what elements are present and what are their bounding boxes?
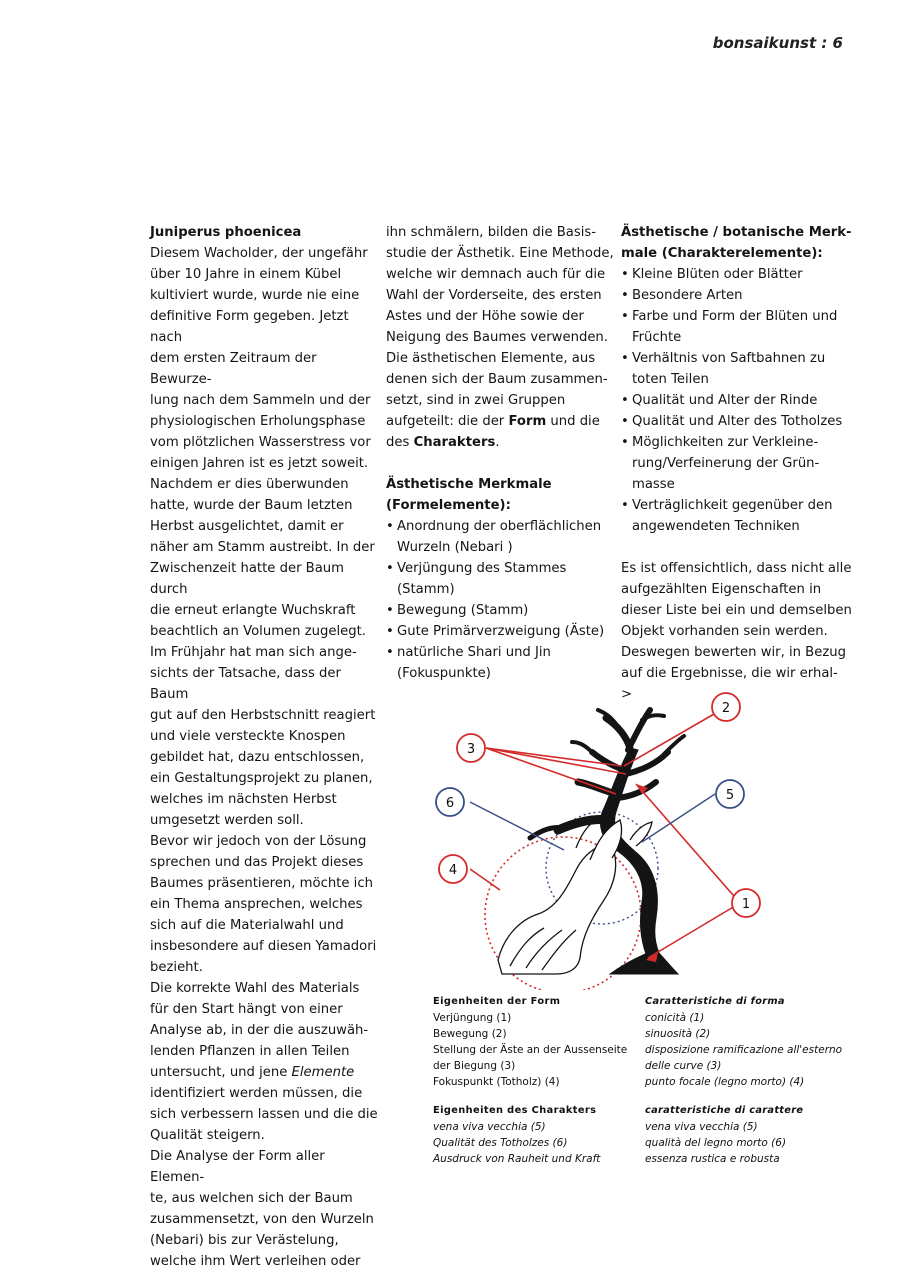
text-line: dem ersten Zeitraum der Bewurze- xyxy=(150,351,317,387)
callout-label: 6 xyxy=(445,796,455,811)
text-line: der Biegung (3) xyxy=(433,1060,516,1072)
caption-items xyxy=(433,1119,633,1167)
bullet-text: • Verträglichkeit gegenüber den xyxy=(632,498,833,513)
text-column-1 xyxy=(150,222,382,1272)
text-line: Ausdruck von Rauheit und Kraft xyxy=(433,1153,601,1165)
text-line: Deswegen bewerten wir, in Bezug xyxy=(621,645,846,660)
text-line: vom plötzlichen Wasserstress vor xyxy=(150,435,371,450)
callout-label: 1 xyxy=(741,897,751,912)
bullet-item xyxy=(386,642,618,684)
caption-form-it xyxy=(645,994,845,1090)
text-line: sich auf die Materialwahl und xyxy=(150,918,344,933)
text-line: Qualität steigern. xyxy=(150,1128,265,1143)
text-fragment: . xyxy=(495,435,500,450)
text-line: Die ästhetischen Elemente, aus xyxy=(386,351,596,366)
bullet-text: • Anordnung der oberflächlichen xyxy=(397,519,602,534)
bullet-item xyxy=(386,558,618,600)
bullet-text: • Gute Primärverzweigung (Äste) xyxy=(397,624,605,639)
text-line: Baumes präsentieren, möchte ich xyxy=(150,876,373,891)
text-line: vena viva vecchia (5) xyxy=(645,1121,758,1133)
text-line: bezieht. xyxy=(150,960,203,975)
text-column-2 xyxy=(386,222,618,684)
bullet-text: • Besondere Arten xyxy=(632,288,743,303)
callout-6 xyxy=(436,788,464,816)
col1-body-cont xyxy=(150,1083,382,1272)
bullet-item xyxy=(621,285,853,306)
callout-2 xyxy=(712,693,740,721)
caption-character-it xyxy=(645,1103,845,1167)
caption-form-de xyxy=(433,994,633,1090)
text-line: sprechen und das Projekt dieses xyxy=(150,855,364,870)
bullet-text: • natürliche Shari und Jin xyxy=(397,645,551,660)
text-line: sinuosità (2) xyxy=(645,1028,711,1040)
text-line: Astes und der Höhe sowie der xyxy=(386,309,584,324)
character-elements-list xyxy=(621,264,853,537)
text-line: für den Start hängt von einer xyxy=(150,1002,343,1017)
bullet-text: • Farbe und Form der Blüten und xyxy=(632,309,838,324)
caption-title: Caratteristiche di forma xyxy=(645,996,785,1007)
section-heading-line: Ästhetische / botanische Merk- xyxy=(621,225,852,240)
text-column-3 xyxy=(621,222,853,705)
text-line: Nachdem er dies überwunden xyxy=(150,477,349,492)
text-line: denen sich der Baum zusammen- xyxy=(386,372,608,387)
text-line: welche wir demnach auch für die xyxy=(386,267,606,282)
callout-4 xyxy=(439,855,467,883)
text-line: ein Thema ansprechen, welches xyxy=(150,897,363,912)
form-elements-list xyxy=(386,516,618,684)
bullet-item xyxy=(621,390,853,411)
bullet-text: toten Teilen xyxy=(632,372,709,387)
text-line: einigen Jahren ist es jetzt soweit. xyxy=(150,456,369,471)
bullet-item xyxy=(386,516,618,558)
bullet-text: Früchte xyxy=(632,330,682,345)
col3-paragraph xyxy=(621,558,853,705)
text-line: die erneut erlangte Wuchskraft xyxy=(150,603,356,618)
bullet-text: masse xyxy=(632,477,675,492)
col2-body xyxy=(386,222,618,411)
section-heading-line: male (Charakterelemente): xyxy=(621,246,823,261)
text-line: welche ihm Wert verleihen oder xyxy=(150,1254,361,1269)
text-line: identifiziert werden müssen, die xyxy=(150,1086,363,1101)
text-line: punto focale (legno morto) (4) xyxy=(645,1076,805,1088)
bullet-text: rung/Verfeinerung der Grün- xyxy=(632,456,820,471)
text-line: beachtlich an Volumen zugelegt. xyxy=(150,624,366,639)
emphasis-charakters: Charakters xyxy=(413,435,496,450)
text-line: physiologischen Erholungsphase xyxy=(150,414,366,429)
text-line: Die Analyse der Form aller Elemen- xyxy=(150,1149,325,1185)
text-line: studie der Ästhetik. Eine Methode, xyxy=(386,246,614,261)
bullet-text: • Möglichkeiten zur Verkleine- xyxy=(632,435,819,450)
caption-title: Eigenheiten der Form xyxy=(433,996,561,1007)
text-line: Im Frühjahr hat man sich ange- xyxy=(150,645,357,660)
text-line: Verjüngung (1) xyxy=(433,1012,512,1024)
bonsai-diagram xyxy=(380,690,840,990)
bullet-text: • Qualität und Alter der Rinde xyxy=(632,393,818,408)
text-line: setzt, sind in zwei Gruppen xyxy=(386,393,566,408)
text-line: delle curve (3) xyxy=(645,1060,722,1072)
bullet-item xyxy=(621,348,853,390)
text-line: ein Gestaltungsprojekt zu planen, xyxy=(150,771,373,786)
text-line: näher am Stamm austreibt. In der xyxy=(150,540,375,555)
text-line: Bewegung (2) xyxy=(433,1028,507,1040)
text-line: essenza rustica e robusta xyxy=(645,1153,780,1165)
section-heading-line: (Formelemente): xyxy=(386,498,511,513)
text-line: definitive Form gegeben. Jetzt nach xyxy=(150,309,349,345)
text-line xyxy=(386,411,618,432)
text-line: Neigung des Baumes verwenden. xyxy=(386,330,608,345)
text-line: kultiviert wurde, wurde nie eine xyxy=(150,288,360,303)
text-line: umgesetzt werden soll. xyxy=(150,813,304,828)
bullet-item xyxy=(621,432,853,495)
bullet-text: angewendeten Techniken xyxy=(632,519,800,534)
deadwood xyxy=(498,816,652,974)
text-line: welches im nächsten Herbst xyxy=(150,792,337,807)
bullet-text: (Stamm) xyxy=(397,582,455,597)
text-line: qualità del legno morto (6) xyxy=(645,1137,787,1149)
bullet-text: • Verjüngung des Stammes xyxy=(397,561,567,576)
caption-title: Eigenheiten des Charakters xyxy=(433,1105,597,1116)
text-line: ihn schmälern, bilden die Basis- xyxy=(386,225,597,240)
text-line: lenden Pflanzen in allen Teilen xyxy=(150,1044,350,1059)
bullet-text: • Qualität und Alter des Totholzes xyxy=(632,414,843,429)
caption-items xyxy=(645,1119,845,1167)
caption-items xyxy=(645,1010,845,1090)
text-line: sichts der Tatsache, dass der Baum xyxy=(150,666,341,702)
callout-label: 5 xyxy=(725,788,735,803)
callout-label: 4 xyxy=(448,863,458,878)
text-line: zusammensetzt, von den Wurzeln xyxy=(150,1212,374,1227)
bullet-item xyxy=(386,621,618,642)
text-line: insbesondere auf diesen Yamadori xyxy=(150,939,377,954)
text-line: Es ist offensichtlich, dass nicht alle xyxy=(621,561,852,576)
bullet-item xyxy=(386,600,618,621)
text-line: Die korrekte Wahl des Materials xyxy=(150,981,360,996)
callout-1 xyxy=(732,889,760,917)
text-line xyxy=(386,432,618,453)
text-line: Qualität des Totholzes (6) xyxy=(433,1137,568,1149)
text-line: Fokuspunkt (Totholz) (4) xyxy=(433,1076,560,1088)
caption-character-de xyxy=(433,1103,633,1167)
bullet-text: Wurzeln (Nebari ) xyxy=(397,540,513,555)
bullet-item xyxy=(621,495,853,537)
text-fragment: und die xyxy=(546,414,600,429)
text-line: conicità (1) xyxy=(645,1012,705,1024)
emphasis-elemente: Elemente xyxy=(291,1065,355,1080)
text-fragment: des xyxy=(386,435,414,450)
text-line: Bevor wir jedoch von der Lösung xyxy=(150,834,367,849)
text-line: gebildet hat, dazu entschlossen, xyxy=(150,750,365,765)
bullet-item xyxy=(621,264,853,285)
text-line: aufgezählten Eigenschaften in xyxy=(621,582,822,597)
page-header: bonsaikunst : 6 xyxy=(712,34,843,52)
text-line: Herbst ausgelichtet, damit er xyxy=(150,519,344,534)
text-line: über 10 Jahre in einem Kübel xyxy=(150,267,342,282)
callout-5 xyxy=(716,780,744,808)
text-line: (Nebari) bis zur Verästelung, xyxy=(150,1233,339,1248)
text-line: untersucht, und jene xyxy=(150,1065,288,1080)
text-line: vena viva vecchia (5) xyxy=(433,1121,546,1133)
callout-label: 2 xyxy=(721,701,731,716)
text-line: disposizione ramificazione all'esterno xyxy=(645,1044,843,1056)
text-line xyxy=(150,1062,382,1083)
bullet-item xyxy=(621,411,853,432)
text-line: Analyse ab, in der die auszuwäh- xyxy=(150,1023,369,1038)
text-line: auf die Ergebnisse, die wir erhal- > xyxy=(621,666,838,702)
bullet-item xyxy=(621,306,853,348)
text-line: und viele versteckte Knospen xyxy=(150,729,346,744)
text-line: lung nach dem Sammeln und der xyxy=(150,393,371,408)
callout-3 xyxy=(457,734,485,762)
bullet-text: • Verhältnis von Saftbahnen zu xyxy=(632,351,826,366)
species-heading: Juniperus phoenicea xyxy=(150,225,302,240)
text-line: Wahl der Vorderseite, des ersten xyxy=(386,288,602,303)
text-line: Objekt vorhanden sein werden. xyxy=(621,624,828,639)
text-line: te, aus welchen sich der Baum xyxy=(150,1191,353,1206)
col1-body xyxy=(150,243,382,1062)
text-line: Zwischenzeit hatte der Baum durch xyxy=(150,561,345,597)
bullet-text: • Bewegung (Stamm) xyxy=(397,603,529,618)
caption-title: caratteristiche di carattere xyxy=(645,1105,804,1116)
text-line: gut auf den Herbstschnitt reagiert xyxy=(150,708,376,723)
callout-label: 3 xyxy=(466,742,476,757)
text-line: Diesem Wacholder, der ungefähr xyxy=(150,246,368,261)
text-fragment: aufgeteilt: die der xyxy=(386,414,509,429)
caption-items xyxy=(433,1010,633,1090)
text-line: Stellung der Äste an der Aussenseite xyxy=(433,1044,628,1056)
text-line: sich verbessern lassen und die die xyxy=(150,1107,378,1122)
section-heading-line: Ästhetische Merkmale xyxy=(386,477,552,492)
text-line: dieser Liste bei ein und demselben xyxy=(621,603,852,618)
emphasis-form: Form xyxy=(508,414,547,429)
bullet-text: (Fokuspunkte) xyxy=(397,666,491,681)
text-line: hatte, wurde der Baum letzten xyxy=(150,498,353,513)
bullet-text: • Kleine Blüten oder Blätter xyxy=(632,267,803,282)
